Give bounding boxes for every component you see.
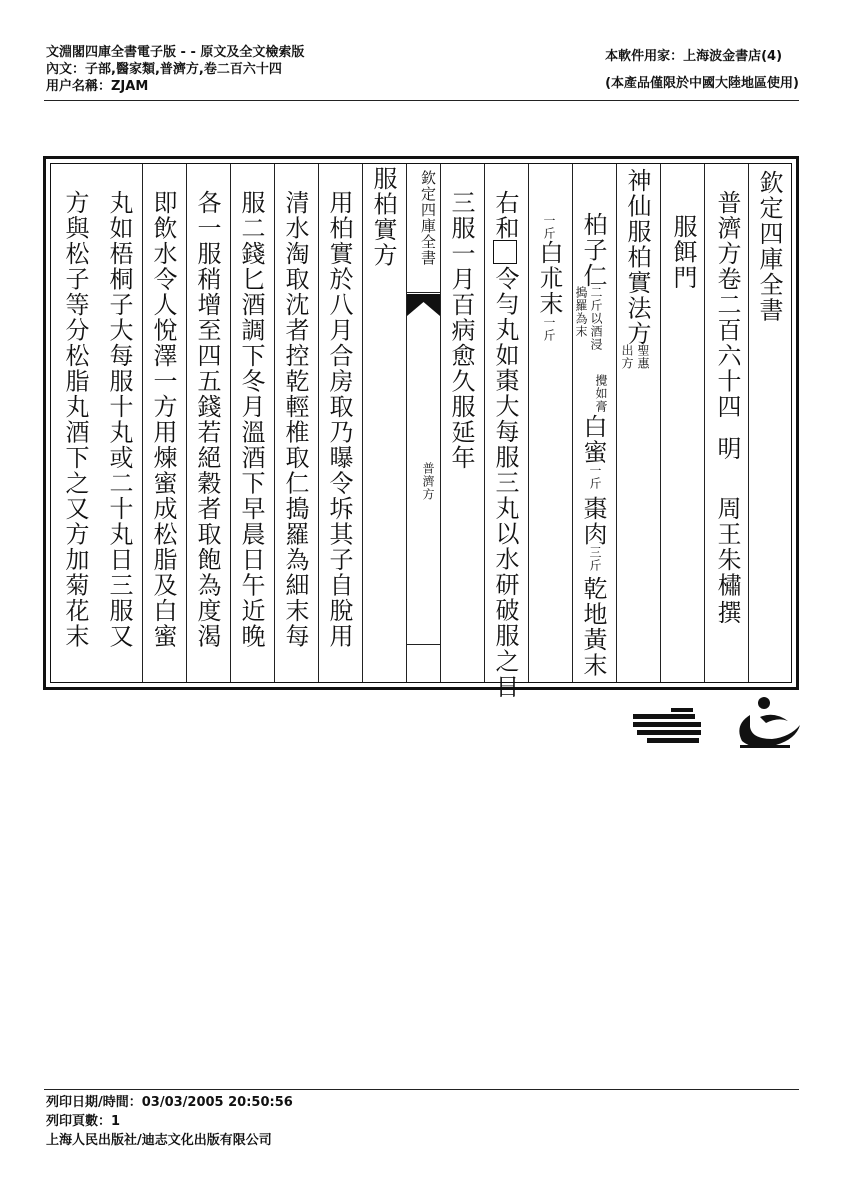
book-title: 欽定四庫全書 [755,170,783,323]
text-column-15 [99,164,143,682]
ingredient-jujube: 棗肉 [579,496,607,547]
ingredient-note-1 [575,286,602,351]
ingredient-rehmannia: 乾地黃末 [579,576,607,678]
qty-small-1: 一斤 [542,214,556,240]
instruction-continued: 三服一月百病愈久服延年 [447,190,475,471]
text-column-2 [705,164,749,682]
banxin-center-column [407,164,441,682]
recipe-title: 神仙服柏實法方 [623,168,651,347]
instruction-start: 右和 [491,190,519,241]
source-note-line-1: 聖惠 [636,344,650,370]
header-left [46,44,304,95]
body-line-5: 即飲水令人悅澤一方用煉蜜成松脂及白蜜 [149,190,177,649]
text-column-9 [363,164,407,682]
author-name: 周王朱橚 [713,496,741,598]
author-role: 撰 [713,600,741,626]
text-column-7 [485,164,529,700]
publisher-logo-icon [633,708,701,746]
fish-tail-mark [407,294,440,318]
footer-publisher: 上海人民出版社/迪志文化出版有限公司 [46,1133,272,1148]
banxin-title: 欽定四庫全書 [419,170,437,266]
text-column-10 [319,164,363,682]
header-divider [44,100,799,101]
text-column-13 [187,164,231,682]
body-line-6: 丸如梧桐子大每服十丸或二十丸日三服又 [105,190,133,649]
note-line: 攪如膏 [594,374,608,413]
ingredient-honey: 白蜜 [579,414,607,465]
book-page-inner [50,163,792,700]
ingredient-honey-qty: 一斤 [588,464,602,490]
section-heading: 服餌門 [669,214,697,291]
text-column-16 [55,164,99,682]
banxin-line-top [407,292,440,293]
ingredient-baizhu: 白朮末 [535,240,563,317]
dynasty: 明 [713,436,741,462]
header-right [605,48,799,102]
source-note-line-2: 出方 [620,344,634,370]
note-line: 二斤以酒浸 [589,286,603,351]
body-line-2: 清水淘取沈者控乾輕椎取仁搗羅為細末每 [281,190,309,649]
header-title: 文淵閣四庫全書電子版 - - 原文及全文檢索版 [46,45,305,60]
book-page-frame [43,156,799,700]
text-column-1 [749,164,791,682]
seal-logo-icon [730,695,802,753]
recipe-title-2: 服柏實方 [369,166,397,268]
text-column-6 [529,164,573,682]
ingredient-note-2 [575,374,607,417]
footer-print-datetime: 列印日期/時間：03/03/2005 20:50:56 [46,1095,293,1110]
header-username: 用户名稱：ZJAM [46,79,149,94]
banxin-line-bottom [407,644,440,645]
text-column-8 [441,164,485,682]
text-column-11 [275,164,319,682]
note-line: 搗羅為末 [574,286,588,338]
text-column-4 [617,164,661,682]
body-line-7: 方與松子等分松脂丸酒下之又方加菊花末 [61,190,89,649]
recipe-source-note [621,344,649,370]
header-licensee: 本軟件用家：上海波金書店(4) [605,49,783,64]
text-column-5 [573,164,617,682]
banxin-book-name: 普濟方 [421,462,435,501]
body-line-4: 各一服稍增至四五錢若絕穀者取飽為度渴 [193,190,221,649]
body-line-1: 用柏實於八月合房取乃曝令坼其子自脫用 [325,190,353,649]
volume-title: 普濟方卷二百六十四 [713,190,741,420]
footer-page-count: 列印頁數：1 [46,1114,121,1129]
text-column-3 [661,164,705,682]
text-column-12 [231,164,275,682]
text-column-14 [143,164,187,682]
missing-char-box [493,240,517,264]
ingredient-jujube-qty: 三斤 [588,546,602,572]
footer-divider [44,1089,799,1090]
header-content-path: 內文：子部,醫家類,普濟方,卷二百六十四 [46,62,282,77]
instruction-text: 令勻丸如棗大每服三丸以水研破服之日 [491,266,519,700]
header-region-note: (本產品僅限於中國大陸地區使用) [605,76,799,91]
body-line-3: 服二錢匕酒調下冬月溫酒下早晨日午近晚 [237,190,265,649]
ingredient-baiziren: 柏子仁 [579,212,607,289]
qty-small-2: 一斤 [542,316,556,342]
